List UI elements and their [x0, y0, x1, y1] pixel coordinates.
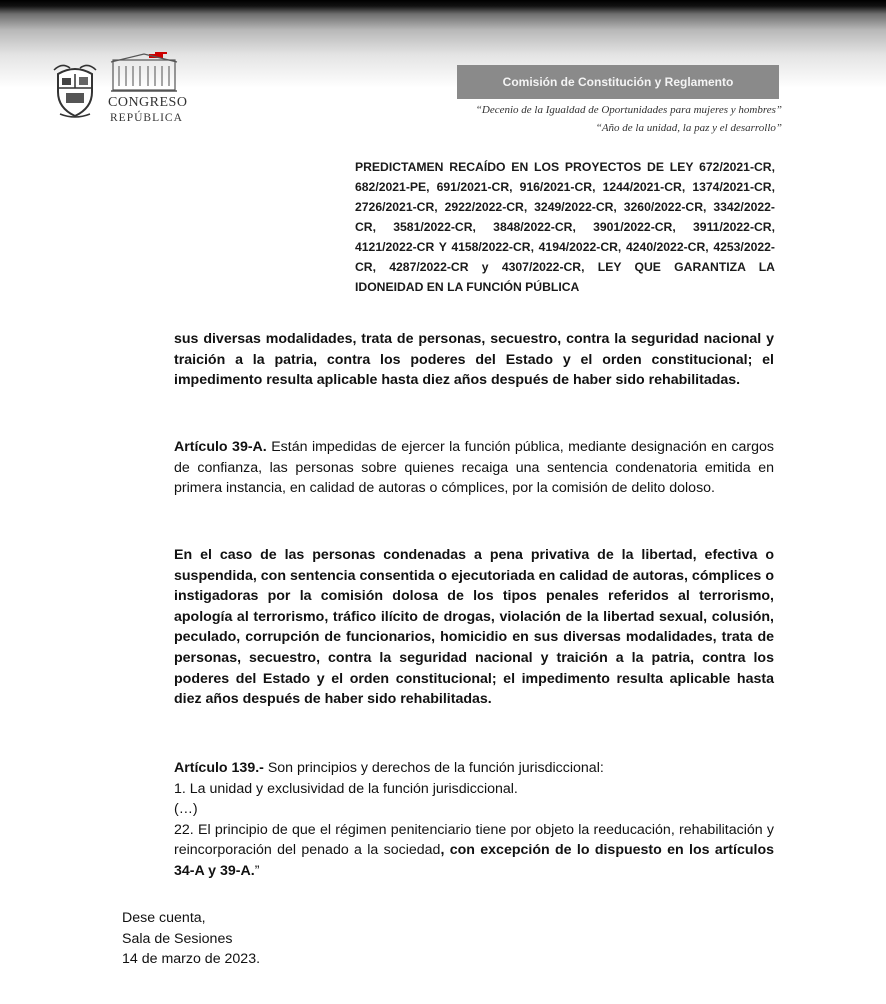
paragraph-condenadas: En el caso de las personas condenadas a pena privativa de la libertad, efectiva o suspendida, con sentencia consentida o ejecutoriada en calidad de autoras, cómplices o instigadoras por la comisión dolosa de los tipos penales referidos al terrorismo, apología al terrorismo, tráfico ilícito de drogas, violación de la libertad sexual, colusión, peculado, corrupción de funcionarios, homicidio en sus diversas modalidades, trata de personas, secuestro, contra la seguridad nacional y traición a la patria, contra los poderes del Estado y el orden constitucional; el impedimento resulta aplicable hasta diez años después de haber sido rehabilitadas. [174, 547, 774, 708]
logo-republica-text: REPÚBLICA [110, 112, 183, 124]
article-139-intro: Son principios y derechos de la función jurisdiccional: [263, 760, 604, 776]
commission-banner: Comisión de Constitución y Reglamento [457, 65, 779, 99]
article-139-intro-line [174, 758, 774, 779]
article-39a [174, 437, 774, 499]
year-motto: “Año de la unidad, la paz y el desarrollo” [595, 122, 782, 134]
article-139-item-1: 1. La unidad y exclusividad de la función jurisdiccional. [174, 780, 518, 797]
congress-building-icon [109, 52, 179, 94]
article-39a-text: Están impedidas de ejercer la función pública, mediante designación en cargos de confianza, las personas sobre quienes recaiga una sentencia condenatoria emitida en primera instancia, en calidad de autoras o cómplices, por la comisión de delito doloso. [174, 439, 774, 497]
paragraph-continuation: sus diversas modalidades, trata de personas, secuestro, contra la seguridad nacional y traición a la patria, contra los poderes del Estado y el orden constitucional; el impedimento resulta aplicable hasta diez años después de haber sido rehabilitadas. [174, 331, 774, 389]
article-139-item-22 [174, 820, 774, 882]
closing-line-1: Dese cuenta, [122, 910, 206, 926]
closing-block [122, 908, 260, 970]
decenio-motto: “Decenio de la Igualdad de Oportunidades para mujeres y hombres” [475, 104, 782, 116]
coat-of-arms-icon [52, 62, 98, 118]
item-22-exception: , con excepción de lo dispuesto en los artículos 34-A y 39-A. [174, 842, 775, 879]
article-139-ellipsis: (…) [174, 801, 198, 818]
closing-line-2: Sala de Sesiones [122, 930, 233, 947]
closing-date: 14 de marzo de 2023. [122, 951, 261, 967]
predictamen-title: PREDICTAMEN RECAÍDO EN LOS PROYECTOS DE LEY 672/2021-CR, 682/2021-PE, 691/2021-CR, 916/2021-CR, 1244/2021-CR, 1374/2021-CR, 2726/2021-CR, 2922/2022-CR, 3249/2022-CR, 3260/2022-CR, 3342/2022-CR, 3581/2022-CR, 3848/2022-CR, 3901/2022-CR, 3911/2022-CR, 4121/2022-CR Y 4158/2022-CR, 4194/2022-CR, 4240/2022-CR, 4253/2022-CR, 4287/2022-CR y 4307/2022-CR, LEY QUE GARANTIZA LA IDONEIDAD EN LA FUNCIÓN PÚBLICA [355, 160, 775, 294]
article-139-label: Artículo 139.- [174, 760, 264, 776]
article-139 [174, 758, 774, 882]
item-22-close-quote: ” [254, 862, 260, 879]
item-22-text: 22. El principio de que el régimen penitenciario tiene por objeto la reeducación, rehabilitación y reincorporación del penado a la sociedad [174, 821, 774, 859]
logo-congreso-text: CONGRESO [108, 95, 188, 110]
congreso-logo [52, 52, 187, 132]
article-39a-label: Artículo 39-A. [174, 439, 267, 455]
